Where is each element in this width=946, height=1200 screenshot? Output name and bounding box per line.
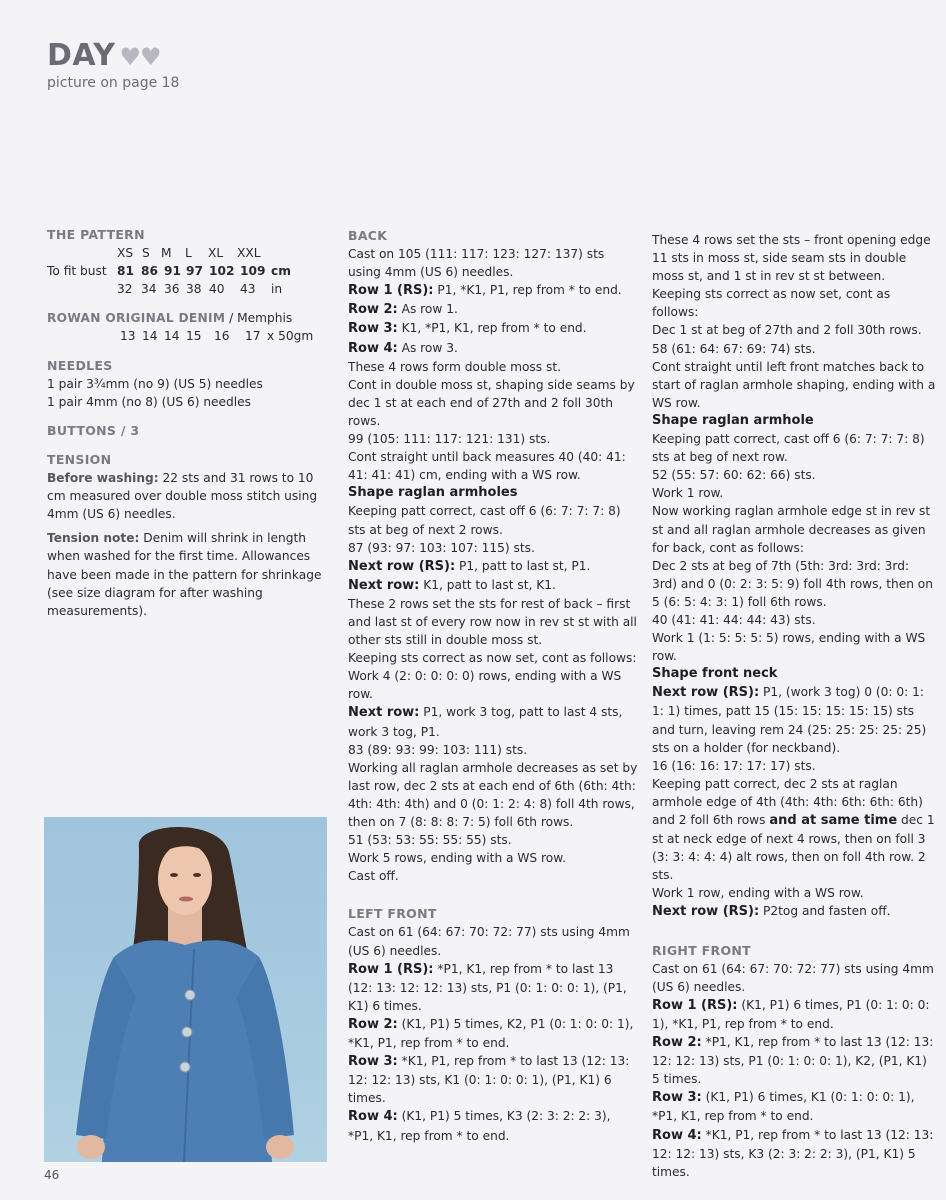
row-instruction [652,683,937,756]
yarn-unit: x 50gm [267,329,314,344]
bust-in-value: 32 [117,282,133,297]
row-instruction [348,300,638,319]
yarn-count: 13 [120,329,136,344]
row-instruction [348,319,638,338]
instruction: Cont in double moss st, shaping side seams by dec 1 st at each end of 27th and 2 foll 30th rows. [348,377,635,428]
yarn-count: 14 [164,329,180,344]
row-text: K1, patt to last st, K1. [419,577,556,592]
instruction: Work 1 row, ending with a WS row. [652,886,864,901]
row-label: Row 1 (RS): [348,283,434,299]
yarn-heading [47,309,332,327]
row-text: P2tog and fasten off. [759,904,891,919]
instruction: Cast off. [348,869,399,884]
tension-heading: TENSION [47,451,112,467]
instruction: These 4 rows set the sts – front opening edge 11 sts in moss st, side seam sts in double moss st, and 1 st in rev st st between. [652,233,931,284]
instruction: Now working raglan armhole edge st in rev st st and all raglan armhole decreases as given for back, cont as follows: [652,504,931,555]
tension-body: 22 sts and 31 rows to 10 cm measured over double moss stitch using 4mm (US 6) needles. [47,471,318,522]
bust-in-value: 40 [209,282,225,297]
bust-cm-value: 109 [240,264,266,279]
row-text: (K1, P1) 5 times, K3 (2: 3: 2: 2: 3), *P1, K1, rep from * to end. [348,1109,611,1143]
size-label: XXL [237,246,261,261]
instruction: 58 (61: 64: 67: 69: 74) sts. [652,341,816,356]
column-materials [47,226,332,620]
instruction: 83 (89: 93: 99: 103: 111) sts. [348,742,528,757]
row-label: Row 2: [652,1035,702,1051]
instruction: Cont straight until back measures 40 (40: 41: 41: 41: 41) cm, ending with a WS row. [348,450,626,483]
row-instruction [652,996,937,1033]
bust-cm-unit: cm [271,264,291,279]
row-instruction [348,339,638,358]
instruction: Cast on 61 (64: 67: 70: 72: 77) sts using 4mm (US 6) needles. [652,961,934,994]
row-text: *P1, K1, rep from * to last 13 (12: 13: 12: 12: 13) sts, P1 (0: 1: 0: 0: 1), (P1, K1) 6 times. [348,961,627,1013]
right-front-heading: RIGHT FRONT [652,942,751,958]
row-text: *K1, P1, rep from * to last 13 (12: 13: 12: 12: 13) sts, K3 (2: 3: 2: 2: 3), (P1, K1) 5 times. [652,1127,934,1179]
row-instruction [652,1088,937,1125]
column-front [652,231,937,1181]
left-front-heading: LEFT FRONT [348,906,437,922]
instruction: Cont straight until left front matches back to start of raglan armhole shaping, ending with a WS row. [652,359,936,410]
row-text: (K1, P1) 6 times, K1 (0: 1: 0: 0: 1), *P1, K1, rep from * to end. [652,1090,915,1124]
row-instruction [348,576,638,595]
instruction: Keeping sts correct as now set, cont as follows: [348,651,637,666]
instruction: 40 (41: 41: 44: 44: 43) sts. [652,612,816,627]
instruction [652,775,937,885]
bust-cm-value: 86 [141,264,158,279]
row-instruction [652,1126,937,1181]
note-body: Denim will shrink in length when washed for the first time. Allowances have been made in the pattern for shrinkage (see size diagram for after washing measurements). [47,531,322,618]
row-label: Row 1 (RS): [348,961,434,977]
instruction: 87 (93: 97: 103: 107: 115) sts. [348,540,535,555]
bust-in-value: 34 [141,282,157,297]
row-instruction [652,902,937,921]
instruction: 51 (53: 53: 55: 55: 55) sts. [348,833,512,848]
instruction: Work 1 (1: 5: 5: 5: 5) rows, ending with a WS row. [652,631,926,664]
row-instruction [348,1015,638,1052]
needles-item: 1 pair 3¾mm (no 9) (US 5) needles [47,376,263,391]
needles-heading: NEEDLES [47,357,113,373]
row-text: *K1, P1, rep from * to last 13 (12: 13: 12: 12: 13) sts, K1 (0: 1: 0: 0: 1), (P1, K1) 6 times. [348,1054,630,1106]
yarn-brand: ROWAN ORIGINAL DENIM [47,311,226,326]
row-label: Row 2: [348,1016,398,1032]
page-title [47,38,161,73]
row-instruction [348,1052,638,1107]
raglan-heading: Shape raglan armhole [652,412,814,428]
row-instruction [348,281,638,300]
bust-cm-value: 91 [164,264,181,279]
row-label: Next row: [348,705,420,721]
row-instruction [348,703,638,740]
row-text: P1, patt to last st, P1. [455,558,591,573]
row-label: Row 4: [348,340,398,356]
emphasis: and at same time [769,813,898,828]
buttons-heading: BUTTONS / 3 [47,422,140,438]
row-label: Next row (RS): [652,904,760,920]
instruction: Work 1 row. [652,486,724,501]
row-text: As row 1. [397,302,458,317]
bust-in-value: 38 [186,282,202,297]
row-label: Row 4: [652,1127,702,1143]
instruction: Work 4 (2: 0: 0: 0: 0) rows, ending with a WS row. [348,669,622,702]
row-text: P1, (work 3 tog) 0 (0: 0: 1: 1: 1) times, patt 15 (15: 15: 15: 15: 15) sts and turn, leaving rem 24 (25: 25: 25: 25: 25) sts on a holder (for neckband). [652,685,927,755]
yarn-count: 16 [214,329,230,344]
size-label: S [142,246,150,261]
needles-item: 1 pair 4mm (no 8) (US 6) needles [47,394,252,409]
sizes-row [47,244,332,262]
bust-in-value: 43 [240,282,256,297]
model-illustration [44,817,327,1162]
tension-note [47,529,332,619]
instruction: Dec 1 st at beg of 27th and 2 foll 30th rows. [652,323,922,338]
instruction: 52 (55: 57: 60: 62: 66) sts. [652,468,816,483]
yarn-color: / Memphis [225,311,293,326]
row-text: (K1, P1) 5 times, K2, P1 (0: 1: 0: 0: 1), *K1, P1, rep from * to end. [348,1016,634,1051]
yarn-count: 14 [142,329,158,344]
row-text: (K1, P1) 6 times, P1 (0: 1: 0: 0: 1), *K1, P1, rep from * to end. [652,997,930,1031]
row-text: K1, *P1, K1, rep from * to end. [397,321,587,336]
instruction: These 2 rows set the sts for rest of back – first and last st of every row now in rev st st with all other sts still in double moss st. [348,596,637,648]
row-instruction [348,557,638,576]
fit-label: To fit bust [47,264,107,279]
instruction: Cast on 61 (64: 67: 70: 72: 77) sts using 4mm (US 6) needles. [348,925,630,958]
row-label: Row 3: [652,1090,702,1106]
instruction-part: Keeping patt correct, dec 2 sts at raglan armhole edge of 4th (4th: 4th: 6th: 6th: 6th) and 2 foll 6th rows [652,776,923,827]
row-instruction [348,960,638,1015]
pattern-heading: THE PATTERN [47,227,145,242]
sizes-table [47,244,332,298]
instruction: Work 5 rows, ending with a WS row. [348,851,566,866]
yarn-counts-row [47,327,332,345]
yarn-count: 15 [186,329,202,344]
heart-icon: ♥♥ [119,43,161,71]
bust-cm-row [47,262,332,280]
instruction: Keeping patt correct, cast off 6 (6: 7: 7: 7: 8) sts at beg of next row. [652,432,925,465]
instruction: Dec 2 sts at beg of 7th (5th: 3rd: 3rd: 3rd: 3rd) and 0 (0: 2: 3: 5: 9) foll 4th rows, then on 5 (6: 5: 4: 3: 1) foll 6th rows. [652,558,933,609]
tension-text [47,469,332,523]
size-label: M [161,246,172,261]
row-text: *P1, K1, rep from * to last 13 (12: 13: 12: 12: 13) sts, P1 (0: 1: 0: 0: 1), K2, (P1, K1) 5 times. [652,1035,934,1087]
raglan-heading: Shape raglan armholes [348,485,518,501]
bust-cm-value: 81 [117,264,134,279]
row-label: Next row (RS): [652,685,760,701]
page-subtitle: picture on page 18 [47,75,180,91]
instruction: 16 (16: 16: 17: 17: 17) sts. [652,758,816,773]
instruction: Keeping patt correct, cast off 6 (6: 7: 7: 7: 8) sts at beg of next 2 rows. [348,504,621,537]
instruction: Cast on 105 (111: 117: 123: 127: 137) sts using 4mm (US 6) needles. [348,247,605,280]
row-text: P1, *K1, P1, rep from * to end. [433,283,622,298]
row-text: As row 3. [397,340,458,355]
bust-in-value: 36 [164,282,180,297]
neck-heading: Shape front neck [652,666,778,682]
instruction: Keeping sts correct as now set, cont as follows: [652,287,891,320]
row-text: P1, work 3 tog, patt to last 4 sts, work 3 tog, P1. [348,705,623,739]
column-back [348,227,638,1145]
size-label: XS [117,246,134,261]
title-text: DAY [47,38,116,73]
note-label: Tension note: [47,531,140,546]
back-heading: BACK [348,228,388,243]
page-number: 46 [44,1168,60,1182]
row-label: Next row: [348,577,420,593]
row-label: Row 3: [348,321,398,337]
row-instruction [652,1033,937,1088]
bust-in-row [47,280,332,298]
row-label: Row 2: [348,302,398,318]
size-label: XL [208,246,224,261]
bust-cm-value: 97 [186,264,203,279]
row-label: Row 3: [348,1054,398,1070]
row-label: Row 4: [348,1109,398,1125]
row-label: Row 1 (RS): [652,997,738,1013]
yarn-count: 17 [245,329,261,344]
bust-cm-value: 102 [209,264,235,279]
size-label: L [185,246,192,261]
row-label: Next row (RS): [348,558,456,574]
instruction: 99 (105: 111: 117: 121: 131) sts. [348,432,551,447]
instruction: These 4 rows form double moss st. [348,359,562,374]
bust-in-unit: in [271,282,283,297]
garment-photo [44,817,327,1162]
instruction: Working all raglan armhole decreases as set by last row, dec 2 sts at each end of 6th (6th: 4th: 4th: 4th: 4th) and 0 (0: 1: 2: 4: 8) foll 4th rows, then on 7 (8: 8: 8: 7: 5) foll 6th rows. [348,760,638,829]
instruction-part: dec 1 st at neck edge of next 4 rows, then on foll 3 (3: 3: 4: 4: 4) alt rows, then on foll 4th row. 2 sts. [652,813,935,883]
row-instruction [348,1107,638,1144]
tension-label: Before washing: [47,471,159,486]
